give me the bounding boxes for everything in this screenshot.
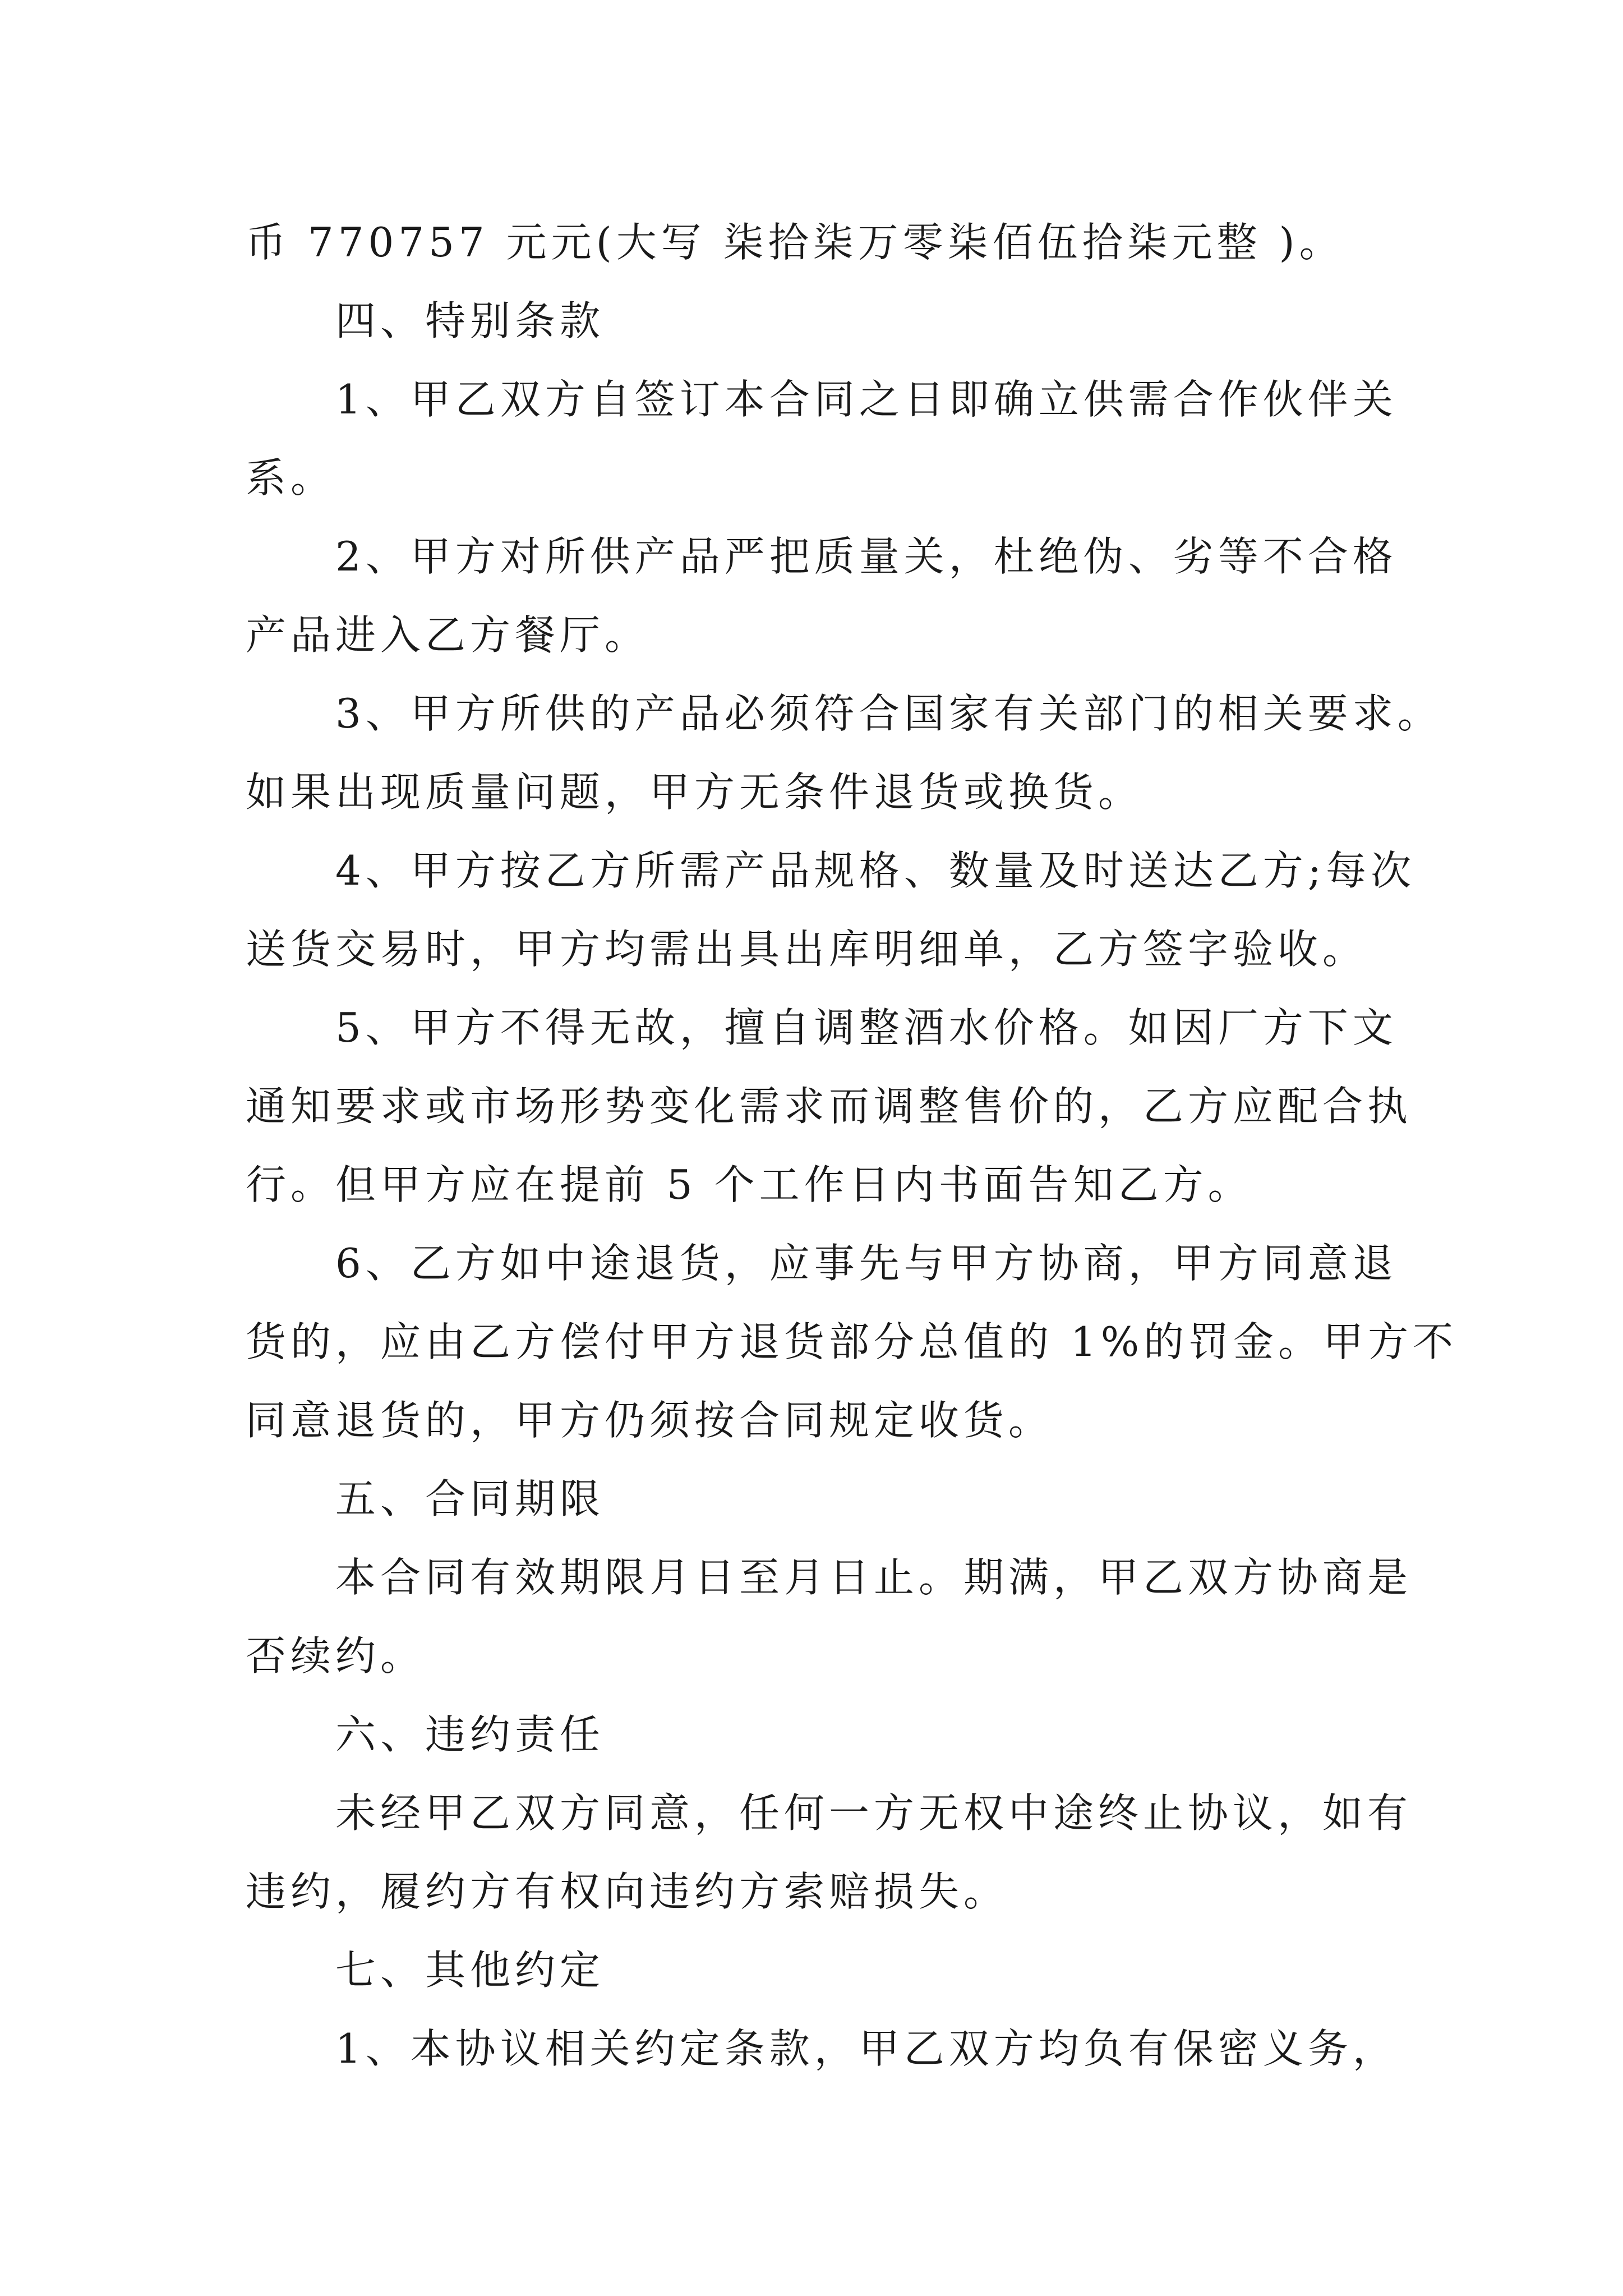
text-line: 行。但甲方应在提前 5 个工作日内书面告知乙方。 (246, 1161, 1253, 1208)
text-line: 送货交易时，甲方均需出具出库明细单，乙方签字验收。 (246, 926, 1368, 973)
text-line: 通知要求或市场形势变化需求而调整售价的，乙方应配合执 (246, 1083, 1413, 1130)
text-line: 产品进入乙方餐厅。 (246, 611, 650, 659)
text-line: 本合同有效期限月日至月日止。期满，甲乙双方协商是 (335, 1554, 1413, 1601)
text-line: 6、乙方如中途退货，应事先与甲方协商，甲方同意退 (335, 1240, 1398, 1287)
text-line: 未经甲乙双方同意，任何一方无权中途终止协议，如有 (335, 1789, 1413, 1837)
text-line: 3、甲方所供的产品必须符合国家有关部门的相关要求。 (335, 690, 1442, 737)
text-line: 币 770757 元元(大写 柒拾柒万零柒佰伍拾柒元整 )。 (246, 219, 1344, 266)
text-line: 否续约。 (246, 1632, 426, 1680)
text-line: 4、甲方按乙方所需产品规格、数量及时送达乙方;每次 (335, 847, 1416, 894)
text-line: 同意退货的，甲方仍须按合同规定收货。 (246, 1397, 1054, 1444)
text-line: 货的，应由乙方偿付甲方退货部分总值的 1%的罚金。甲方不 (246, 1318, 1458, 1365)
section-heading-special-terms: 四、特别条款 (335, 297, 605, 344)
text-line: 1、甲乙双方自签订本合同之日即确立供需合作伙伴关 (335, 376, 1398, 423)
section-heading-other: 七、其他约定 (335, 1947, 605, 1994)
text-line: 5、甲方不得无故，擅自调整酒水价格。如因厂方下文 (335, 1004, 1398, 1051)
text-line: 1、本协议相关约定条款，甲乙双方均负有保密义务， (335, 2025, 1398, 2072)
text-line: 违约，履约方有权向违约方索赔损失。 (246, 1868, 1009, 1915)
section-heading-contract-term: 五、合同期限 (335, 1475, 605, 1522)
text-line: 如果出现质量问题，甲方无条件退货或换货。 (246, 769, 1144, 816)
text-line: 系。 (246, 454, 336, 501)
section-heading-liability: 六、违约责任 (335, 1711, 605, 1758)
text-line: 2、甲方对所供产品严把质量关，杜绝伪、劣等不合格 (335, 533, 1398, 580)
